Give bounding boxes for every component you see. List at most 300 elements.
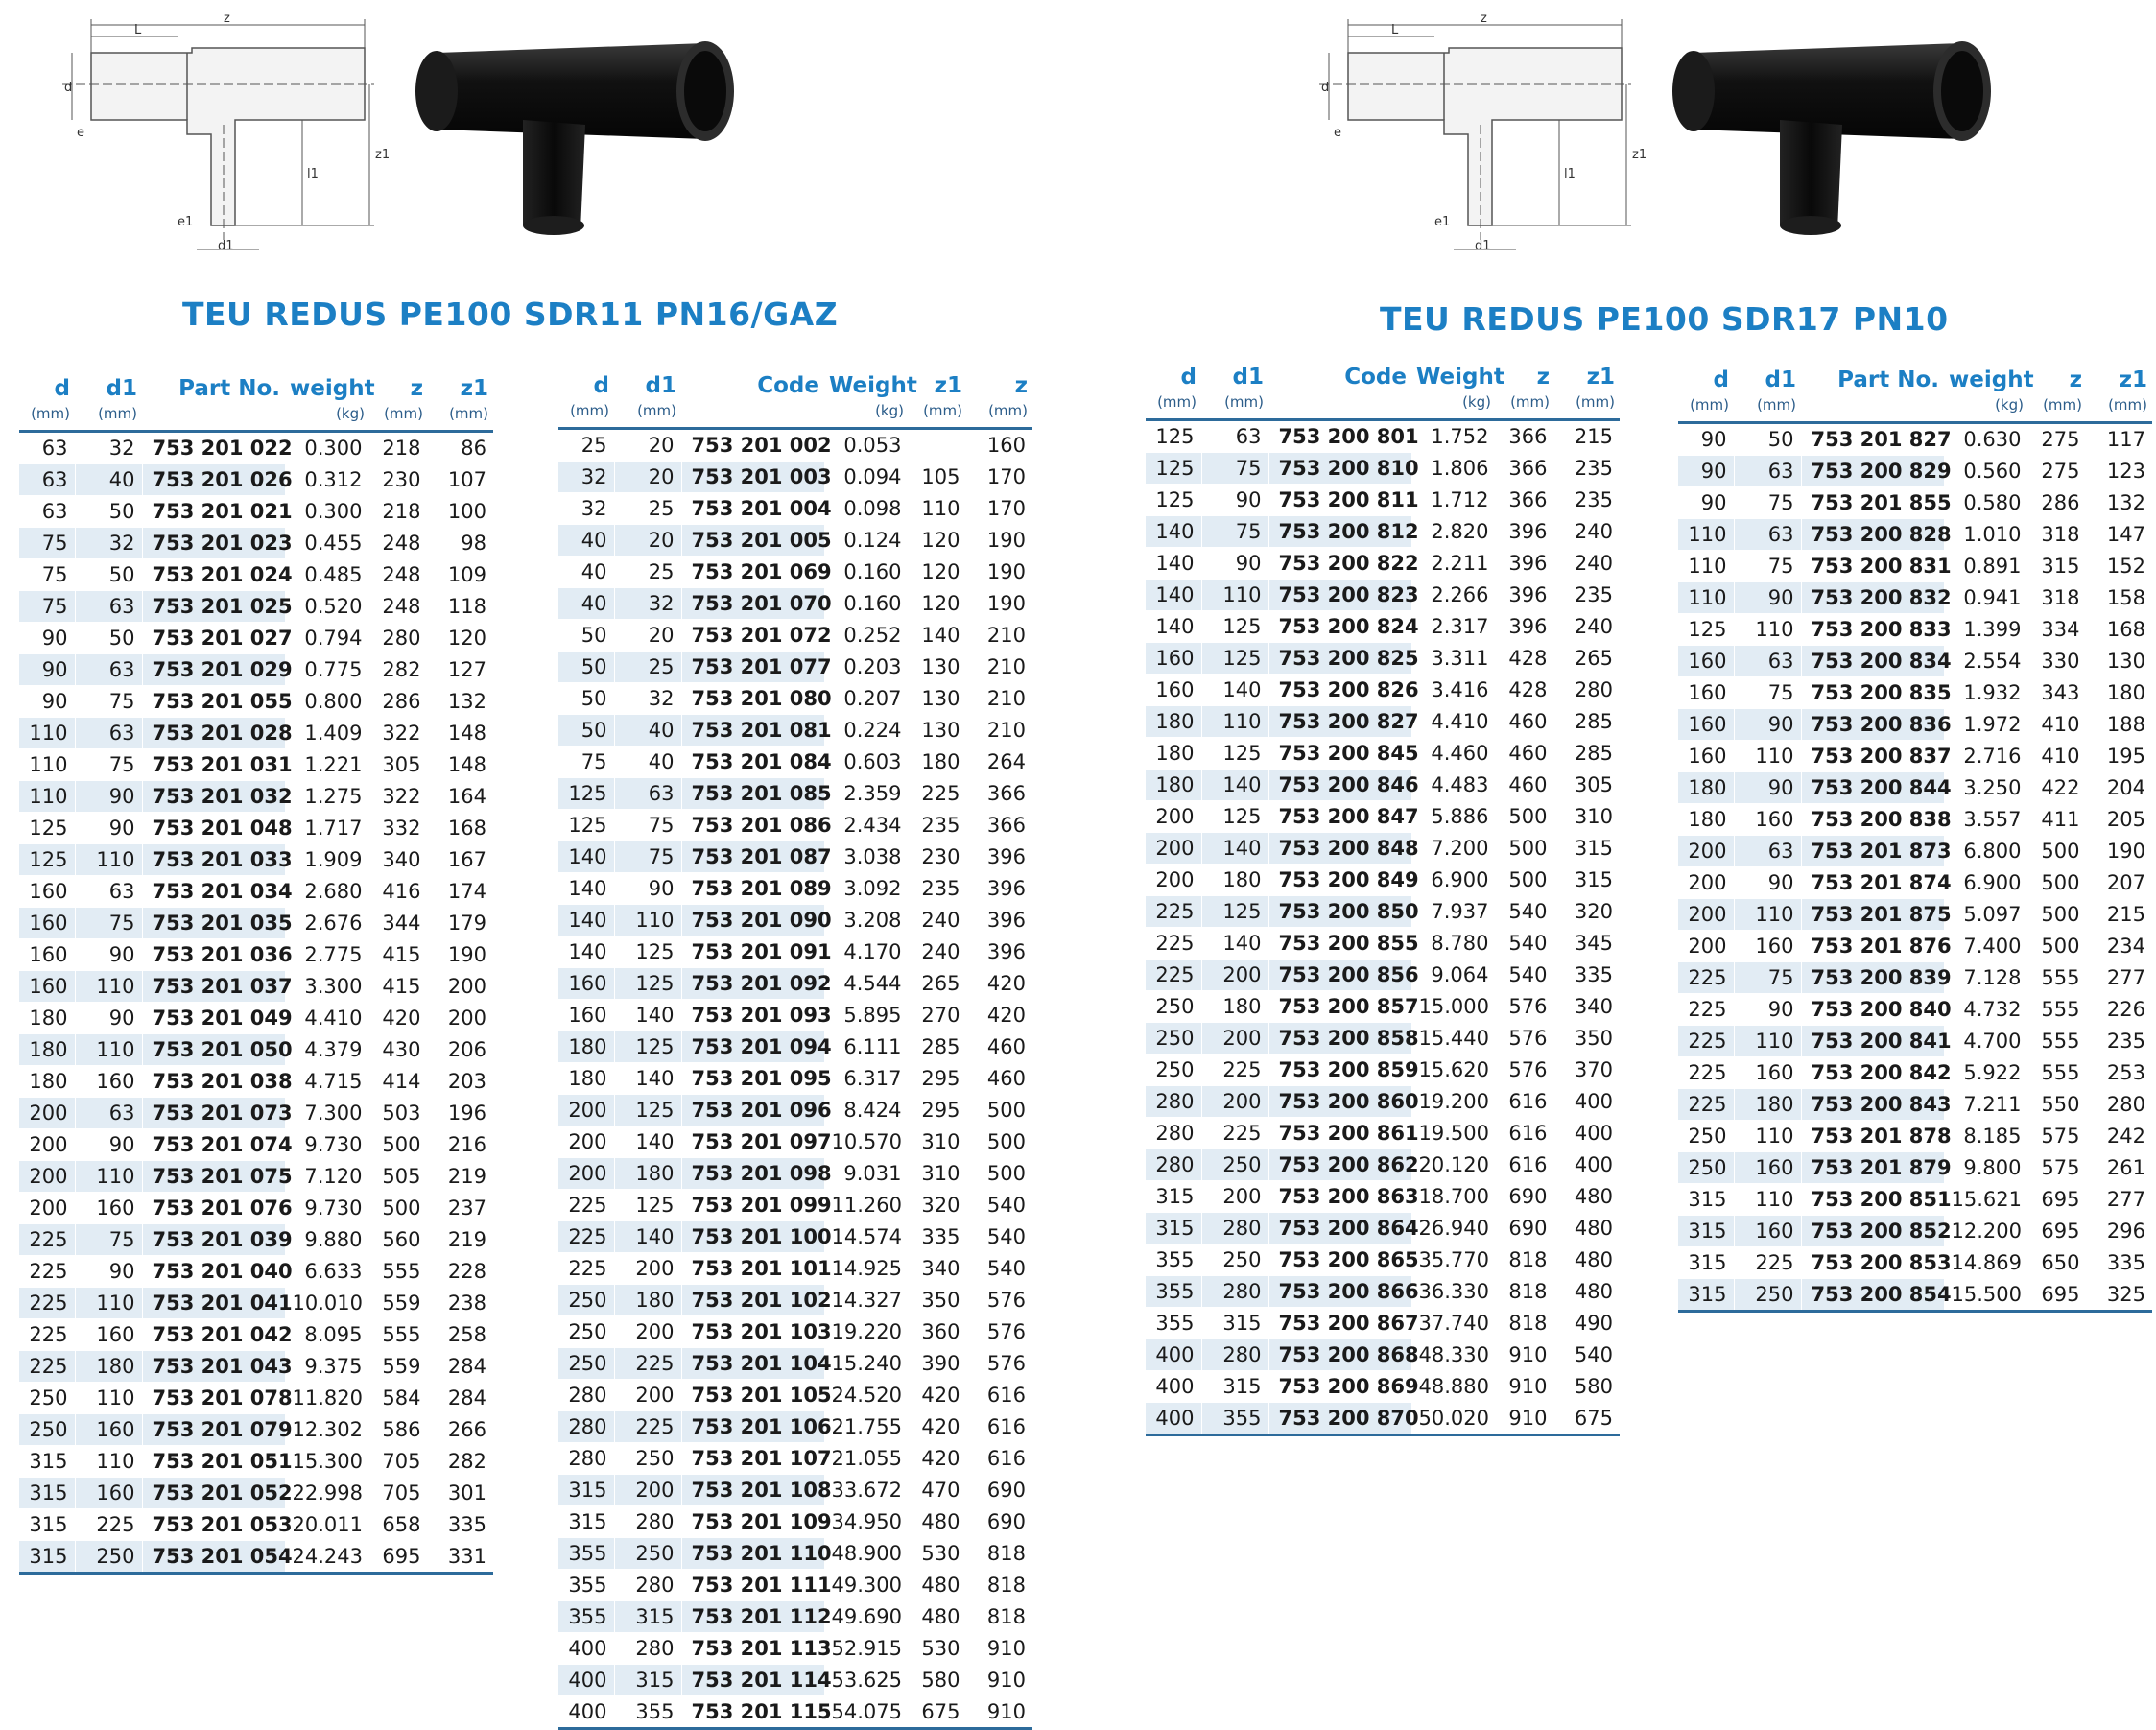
- cell-d: 160: [1678, 741, 1734, 772]
- cell-dim: 420: [967, 968, 1032, 1000]
- cell-dim: 555: [369, 1256, 428, 1288]
- cell-dim: 282: [369, 654, 428, 686]
- cell-dim: 190: [967, 588, 1032, 620]
- cell-d1: 160: [1734, 1216, 1801, 1247]
- cell-d: 355: [558, 1538, 614, 1570]
- table-row: [558, 1475, 1032, 1506]
- cell-code: 753 201 027: [142, 623, 285, 654]
- cell-dim: 675: [1554, 1403, 1620, 1435]
- cell-dim: 460: [1496, 706, 1554, 738]
- cell-weight: 14.574: [824, 1221, 909, 1253]
- cell-weight: 2.676: [285, 908, 369, 939]
- table-row: [558, 1253, 1032, 1285]
- cell-d1: 63: [1201, 420, 1268, 453]
- left-technical-drawing: [53, 10, 391, 259]
- cell-d: 180: [558, 1063, 614, 1095]
- cell-d1: 75: [1201, 516, 1268, 548]
- cell-d: 140: [1146, 611, 1201, 643]
- cell-dim: 695: [2028, 1184, 2087, 1216]
- cell-dim: 420: [909, 1411, 967, 1443]
- cell-d: 250: [19, 1414, 75, 1446]
- cell-dim: 910: [1496, 1371, 1554, 1403]
- table-row: [558, 1063, 1032, 1095]
- cell-dim: 196: [428, 1098, 493, 1129]
- cell-d1: 180: [1734, 1089, 1801, 1121]
- table-row: [19, 1383, 493, 1414]
- cell-dim: 580: [909, 1665, 967, 1696]
- table-row: [19, 908, 493, 939]
- cell-dim: 100: [428, 496, 493, 528]
- table-row: [1678, 867, 2152, 899]
- cell-d1: 125: [1201, 643, 1268, 675]
- cell-weight: 0.203: [824, 652, 909, 683]
- cell-weight: 21.755: [824, 1411, 909, 1443]
- cell-code: 753 201 053: [142, 1509, 285, 1541]
- cell-d1: 63: [75, 718, 142, 749]
- cell-code: 753 201 092: [681, 968, 824, 1000]
- cell-d1: 90: [75, 939, 142, 971]
- cell-dim: 560: [369, 1224, 428, 1256]
- cell-d: 110: [1678, 551, 1734, 582]
- table-row: [1678, 551, 2152, 582]
- cell-d1: 125: [614, 968, 681, 1000]
- unit-weight: (kg): [824, 398, 909, 429]
- cell-code: 753 201 115: [681, 1696, 824, 1729]
- cell-code: 753 201 004: [681, 493, 824, 525]
- cell-code: 753 201 037: [142, 971, 285, 1003]
- cell-weight: 3.250: [1944, 772, 2028, 804]
- cell-d: 250: [1146, 1055, 1201, 1086]
- cell-weight: 10.570: [824, 1126, 909, 1158]
- cell-d: 250: [558, 1316, 614, 1348]
- cell-d1: 110: [75, 1034, 142, 1066]
- cell-weight: 19.200: [1411, 1086, 1496, 1118]
- cell-weight: 1.717: [285, 813, 369, 844]
- cell-d: 225: [1678, 994, 1734, 1026]
- cell-d: 125: [19, 844, 75, 876]
- unit-code: [681, 398, 824, 429]
- cell-d1: 90: [1734, 994, 1801, 1026]
- table-row: [1146, 453, 1620, 485]
- cell-d: 200: [558, 1158, 614, 1190]
- cell-d1: 180: [1201, 991, 1268, 1023]
- col-header-weight: weight: [290, 376, 375, 401]
- cell-weight: 15.240: [824, 1348, 909, 1380]
- cell-dim: 500: [1496, 865, 1554, 896]
- cell-d1: 75: [75, 908, 142, 939]
- cell-weight: 0.224: [824, 715, 909, 747]
- cell-code: 753 200 848: [1268, 833, 1411, 865]
- table-row: [19, 1256, 493, 1288]
- cell-d1: 20: [614, 429, 681, 462]
- cell-d: 280: [558, 1380, 614, 1411]
- cell-d: 400: [558, 1696, 614, 1729]
- table-row: [1146, 1118, 1620, 1149]
- cell-code: 753 200 836: [1801, 709, 1944, 741]
- cell-weight: 3.208: [824, 905, 909, 936]
- cell-code: 753 201 106: [681, 1411, 824, 1443]
- cell-dim: 396: [967, 841, 1032, 873]
- cell-d: 125: [558, 778, 614, 810]
- cell-dim: 500: [967, 1158, 1032, 1190]
- dim-l1: l1: [307, 167, 319, 181]
- cell-weight: 33.672: [824, 1475, 909, 1506]
- cell-dim: 234: [2087, 931, 2152, 962]
- cell-d1: 225: [75, 1509, 142, 1541]
- cell-d: 315: [1678, 1184, 1734, 1216]
- cell-d1: 90: [75, 1003, 142, 1034]
- cell-dim: 210: [967, 620, 1032, 652]
- cell-code: 753 200 851: [1801, 1184, 1944, 1216]
- cell-dim: 396: [1496, 611, 1554, 643]
- cell-d1: 160: [75, 1193, 142, 1224]
- cell-dim: 500: [967, 1126, 1032, 1158]
- cell-d: 250: [1678, 1121, 1734, 1152]
- cell-dim: 210: [967, 683, 1032, 715]
- cell-dim: 240: [1554, 516, 1620, 548]
- cell-weight: 1.972: [1944, 709, 2028, 741]
- cell-code: 753 200 840: [1801, 994, 1944, 1026]
- cell-dim: 505: [369, 1161, 428, 1193]
- cell-dim: 280: [369, 623, 428, 654]
- unit-weight: (kg): [1944, 392, 2028, 423]
- cell-dim: 110: [909, 493, 967, 525]
- cell-weight: 2.266: [1411, 580, 1496, 611]
- cell-d: 110: [19, 781, 75, 813]
- cell-weight: 6.900: [1944, 867, 2028, 899]
- cell-dim: 415: [369, 971, 428, 1003]
- cell-code: 753 201 085: [681, 778, 824, 810]
- table-row: [1146, 1181, 1620, 1213]
- cell-dim: 132: [428, 686, 493, 718]
- cell-weight: 0.520: [285, 591, 369, 623]
- table-row: [19, 1414, 493, 1446]
- cell-d: 160: [19, 939, 75, 971]
- cell-code: 753 200 801: [1268, 420, 1411, 453]
- cell-weight: 22.998: [285, 1478, 369, 1509]
- cell-d1: 110: [1734, 614, 1801, 646]
- cell-dim: 240: [909, 905, 967, 936]
- cell-code: 753 201 875: [1801, 899, 1944, 931]
- table-row: [19, 1478, 493, 1509]
- dim-z1: z1: [1632, 148, 1647, 162]
- cell-dim: 818: [967, 1538, 1032, 1570]
- cell-d1: 250: [1201, 1244, 1268, 1276]
- cell-code: 753 201 114: [681, 1665, 824, 1696]
- cell-d: 225: [1146, 960, 1201, 991]
- cell-code: 753 201 096: [681, 1095, 824, 1126]
- cell-d1: 75: [614, 810, 681, 841]
- spec-table-sdr11-b: [558, 373, 1032, 1730]
- cell-dim: 164: [428, 781, 493, 813]
- cell-dim: 366: [967, 778, 1032, 810]
- cell-d: 200: [19, 1098, 75, 1129]
- cell-code: 753 200 841: [1801, 1026, 1944, 1057]
- cell-d1: 40: [614, 715, 681, 747]
- cell-dim: 310: [1554, 801, 1620, 833]
- unit-d1: (mm): [614, 398, 681, 429]
- cell-weight: 4.732: [1944, 994, 2028, 1026]
- cell-dim: 344: [369, 908, 428, 939]
- table-row: [1146, 801, 1620, 833]
- table-row: [558, 1126, 1032, 1158]
- cell-weight: 7.937: [1411, 896, 1496, 928]
- cell-dim: 400: [1554, 1118, 1620, 1149]
- cell-d1: 25: [614, 493, 681, 525]
- cell-d1: 225: [614, 1411, 681, 1443]
- cell-dim: 420: [909, 1380, 967, 1411]
- cell-dim: 410: [2028, 709, 2087, 741]
- cell-weight: 15.300: [285, 1446, 369, 1478]
- cell-code: 753 200 844: [1801, 772, 1944, 804]
- cell-code: 753 201 084: [681, 747, 824, 778]
- cell-d1: 180: [614, 1158, 681, 1190]
- cell-d1: 200: [1201, 1023, 1268, 1055]
- cell-d: 180: [1146, 738, 1201, 770]
- cell-weight: 0.560: [1944, 456, 2028, 487]
- cell-code: 753 201 024: [142, 559, 285, 591]
- cell-weight: 9.800: [1944, 1152, 2028, 1184]
- table-row: [1678, 1247, 2152, 1279]
- cell-dim: 195: [2087, 741, 2152, 772]
- cell-code: 753 201 034: [142, 876, 285, 908]
- table-row: [558, 873, 1032, 905]
- cell-dim: 370: [1554, 1055, 1620, 1086]
- cell-weight: 15.000: [1411, 991, 1496, 1023]
- cell-dim: 420: [369, 1003, 428, 1034]
- cell-d1: 25: [614, 652, 681, 683]
- cell-d1: 110: [75, 1383, 142, 1414]
- cell-dim: 160: [967, 429, 1032, 462]
- cell-dim: 650: [2028, 1247, 2087, 1279]
- cell-weight: 0.941: [1944, 582, 2028, 614]
- cell-weight: 37.740: [1411, 1308, 1496, 1339]
- cell-code: 753 201 028: [142, 718, 285, 749]
- cell-weight: 4.170: [824, 936, 909, 968]
- cell-weight: 2.716: [1944, 741, 2028, 772]
- cell-dim: 322: [369, 781, 428, 813]
- cell-d1: 250: [1734, 1279, 1801, 1312]
- table-row: [19, 1003, 493, 1034]
- cell-d: 250: [558, 1285, 614, 1316]
- cell-dim: 818: [1496, 1276, 1554, 1308]
- cell-code: 753 201 079: [142, 1414, 285, 1446]
- cell-code: 753 201 080: [681, 683, 824, 715]
- cell-dim: 616: [1496, 1149, 1554, 1181]
- cell-d1: 280: [614, 1633, 681, 1665]
- table-row: [1146, 1055, 1620, 1086]
- table-row: [558, 525, 1032, 557]
- cell-d1: 50: [75, 496, 142, 528]
- cell-code: 753 201 049: [142, 1003, 285, 1034]
- dim-z: z: [224, 12, 230, 26]
- table-row: [558, 1665, 1032, 1696]
- cell-dim: 576: [1496, 1023, 1554, 1055]
- cell-d: 160: [1678, 677, 1734, 709]
- cell-dim: 235: [909, 873, 967, 905]
- cell-code: 753 201 026: [142, 464, 285, 496]
- cell-dim: 350: [1554, 1023, 1620, 1055]
- table-row: [1678, 772, 2152, 804]
- cell-dim: 559: [369, 1288, 428, 1319]
- cell-d1: 110: [75, 971, 142, 1003]
- cell-d: 225: [1146, 896, 1201, 928]
- unit-d1: (mm): [1201, 390, 1268, 420]
- cell-dim: 586: [369, 1414, 428, 1446]
- table-row: [558, 652, 1032, 683]
- cell-d: 90: [1678, 423, 1734, 456]
- cell-weight: 7.400: [1944, 931, 2028, 962]
- table-row: [19, 1161, 493, 1193]
- cell-dim: 215: [2087, 899, 2152, 931]
- col-header-part-no: Part No.: [178, 376, 280, 401]
- unit-z1: (mm): [909, 398, 967, 429]
- cell-dim: 190: [2087, 836, 2152, 867]
- cell-d1: 160: [75, 1066, 142, 1098]
- unit-part-no: [142, 401, 285, 432]
- cell-code: 753 201 104: [681, 1348, 824, 1380]
- cell-dim: 550: [2028, 1089, 2087, 1121]
- cell-weight: 7.200: [1411, 833, 1496, 865]
- table-row: [558, 1031, 1032, 1063]
- cell-dim: 310: [909, 1126, 967, 1158]
- cell-dim: 258: [428, 1319, 493, 1351]
- cell-d: 225: [558, 1253, 614, 1285]
- cell-d1: 355: [614, 1696, 681, 1729]
- cell-dim: 400: [1554, 1086, 1620, 1118]
- cell-dim: 130: [909, 683, 967, 715]
- cell-d1: 280: [1201, 1213, 1268, 1244]
- unit-z: (mm): [369, 401, 428, 432]
- table-row: [1146, 516, 1620, 548]
- cell-code: 753 201 021: [142, 496, 285, 528]
- cell-d: 40: [558, 525, 614, 557]
- cell-d1: 250: [75, 1541, 142, 1574]
- table-row: [558, 1443, 1032, 1475]
- cell-weight: 48.880: [1411, 1371, 1496, 1403]
- cell-weight: 2.775: [285, 939, 369, 971]
- cell-dim: 690: [967, 1506, 1032, 1538]
- table-row: [1146, 865, 1620, 896]
- cell-d: 400: [1146, 1371, 1201, 1403]
- table-row: [558, 1380, 1032, 1411]
- cell-dim: 540: [1496, 896, 1554, 928]
- cell-dim: 225: [909, 778, 967, 810]
- cell-code: 753 201 113: [681, 1633, 824, 1665]
- cell-d1: 75: [1734, 962, 1801, 994]
- cell-dim: 335: [2087, 1247, 2152, 1279]
- cell-dim: 280: [2087, 1089, 2152, 1121]
- cell-weight: 7.128: [1944, 962, 2028, 994]
- cell-dim: 616: [1496, 1086, 1554, 1118]
- cell-dim: 282: [428, 1446, 493, 1478]
- cell-code: 753 201 091: [681, 936, 824, 968]
- cell-weight: 14.869: [1944, 1247, 2028, 1279]
- cell-dim: 226: [2087, 994, 2152, 1026]
- cell-dim: 228: [428, 1256, 493, 1288]
- cell-dim: 248: [369, 528, 428, 559]
- cell-weight: 9.730: [285, 1129, 369, 1161]
- cell-dim: 117: [2087, 423, 2152, 456]
- unit-weight: (kg): [285, 401, 369, 432]
- cell-code: 753 200 854: [1801, 1279, 1944, 1312]
- cell-code: 753 200 837: [1801, 741, 1944, 772]
- cell-code: 753 201 100: [681, 1221, 824, 1253]
- table-row: [1146, 1339, 1620, 1371]
- cell-weight: 49.690: [824, 1601, 909, 1633]
- cell-code: 753 200 835: [1801, 677, 1944, 709]
- cell-d: 315: [1678, 1279, 1734, 1312]
- cell-d: 32: [558, 462, 614, 493]
- table-row: [1146, 833, 1620, 865]
- cell-dim: 270: [909, 1000, 967, 1031]
- cell-weight: 15.620: [1411, 1055, 1496, 1086]
- cell-d1: 250: [614, 1538, 681, 1570]
- cell-weight: 0.300: [285, 432, 369, 464]
- cell-d: 90: [19, 654, 75, 686]
- cell-dim: 416: [369, 876, 428, 908]
- cell-code: 753 201 041: [142, 1288, 285, 1319]
- cell-d1: 90: [1201, 548, 1268, 580]
- cell-d1: 250: [1201, 1149, 1268, 1181]
- cell-dim: 576: [1496, 991, 1554, 1023]
- cell-weight: 8.185: [1944, 1121, 2028, 1152]
- cell-dim: 428: [1496, 675, 1554, 706]
- unit-z1: (mm): [1554, 390, 1620, 420]
- cell-code: 753 201 043: [142, 1351, 285, 1383]
- cell-weight: 1.275: [285, 781, 369, 813]
- cell-dim: 366: [1496, 485, 1554, 516]
- cell-code: 753 200 842: [1801, 1057, 1944, 1089]
- table-row: [1678, 1184, 2152, 1216]
- cell-d: 280: [1146, 1149, 1201, 1181]
- cell-dim: 500: [967, 1095, 1032, 1126]
- cell-weight: 5.097: [1944, 899, 2028, 931]
- cell-code: 753 200 866: [1268, 1276, 1411, 1308]
- cell-weight: 4.410: [1411, 706, 1496, 738]
- table-row: [1146, 1244, 1620, 1276]
- cell-d1: 140: [1201, 675, 1268, 706]
- table-row: [1146, 1308, 1620, 1339]
- table-row: [558, 1285, 1032, 1316]
- table-row: [1146, 643, 1620, 675]
- cell-code: 753 201 109: [681, 1506, 824, 1538]
- cell-d: 315: [1146, 1181, 1201, 1213]
- cell-dim: 616: [1496, 1118, 1554, 1149]
- cell-dim: 460: [1496, 738, 1554, 770]
- cell-d: 225: [1678, 1057, 1734, 1089]
- cell-d1: 140: [1201, 833, 1268, 865]
- cell-d1: 180: [614, 1285, 681, 1316]
- cell-code: 753 200 843: [1801, 1089, 1944, 1121]
- cell-dim: 470: [909, 1475, 967, 1506]
- cell-dim: 540: [967, 1221, 1032, 1253]
- cell-d: 400: [1146, 1403, 1201, 1435]
- cell-weight: 0.891: [1944, 551, 2028, 582]
- cell-d: 140: [1146, 548, 1201, 580]
- col-header-weight: weight: [1949, 367, 2034, 392]
- cell-dim: 530: [909, 1538, 967, 1570]
- right-section-title: TEU REDUS PE100 SDR17 PN10: [1380, 300, 1949, 338]
- cell-d: 40: [558, 557, 614, 588]
- cell-d: 250: [19, 1383, 75, 1414]
- cell-dim: 284: [428, 1383, 493, 1414]
- cell-weight: 11.260: [824, 1190, 909, 1221]
- cell-d1: 125: [614, 1095, 681, 1126]
- cell-dim: 340: [369, 844, 428, 876]
- cell-weight: 20.011: [285, 1509, 369, 1541]
- cell-dim: 230: [369, 464, 428, 496]
